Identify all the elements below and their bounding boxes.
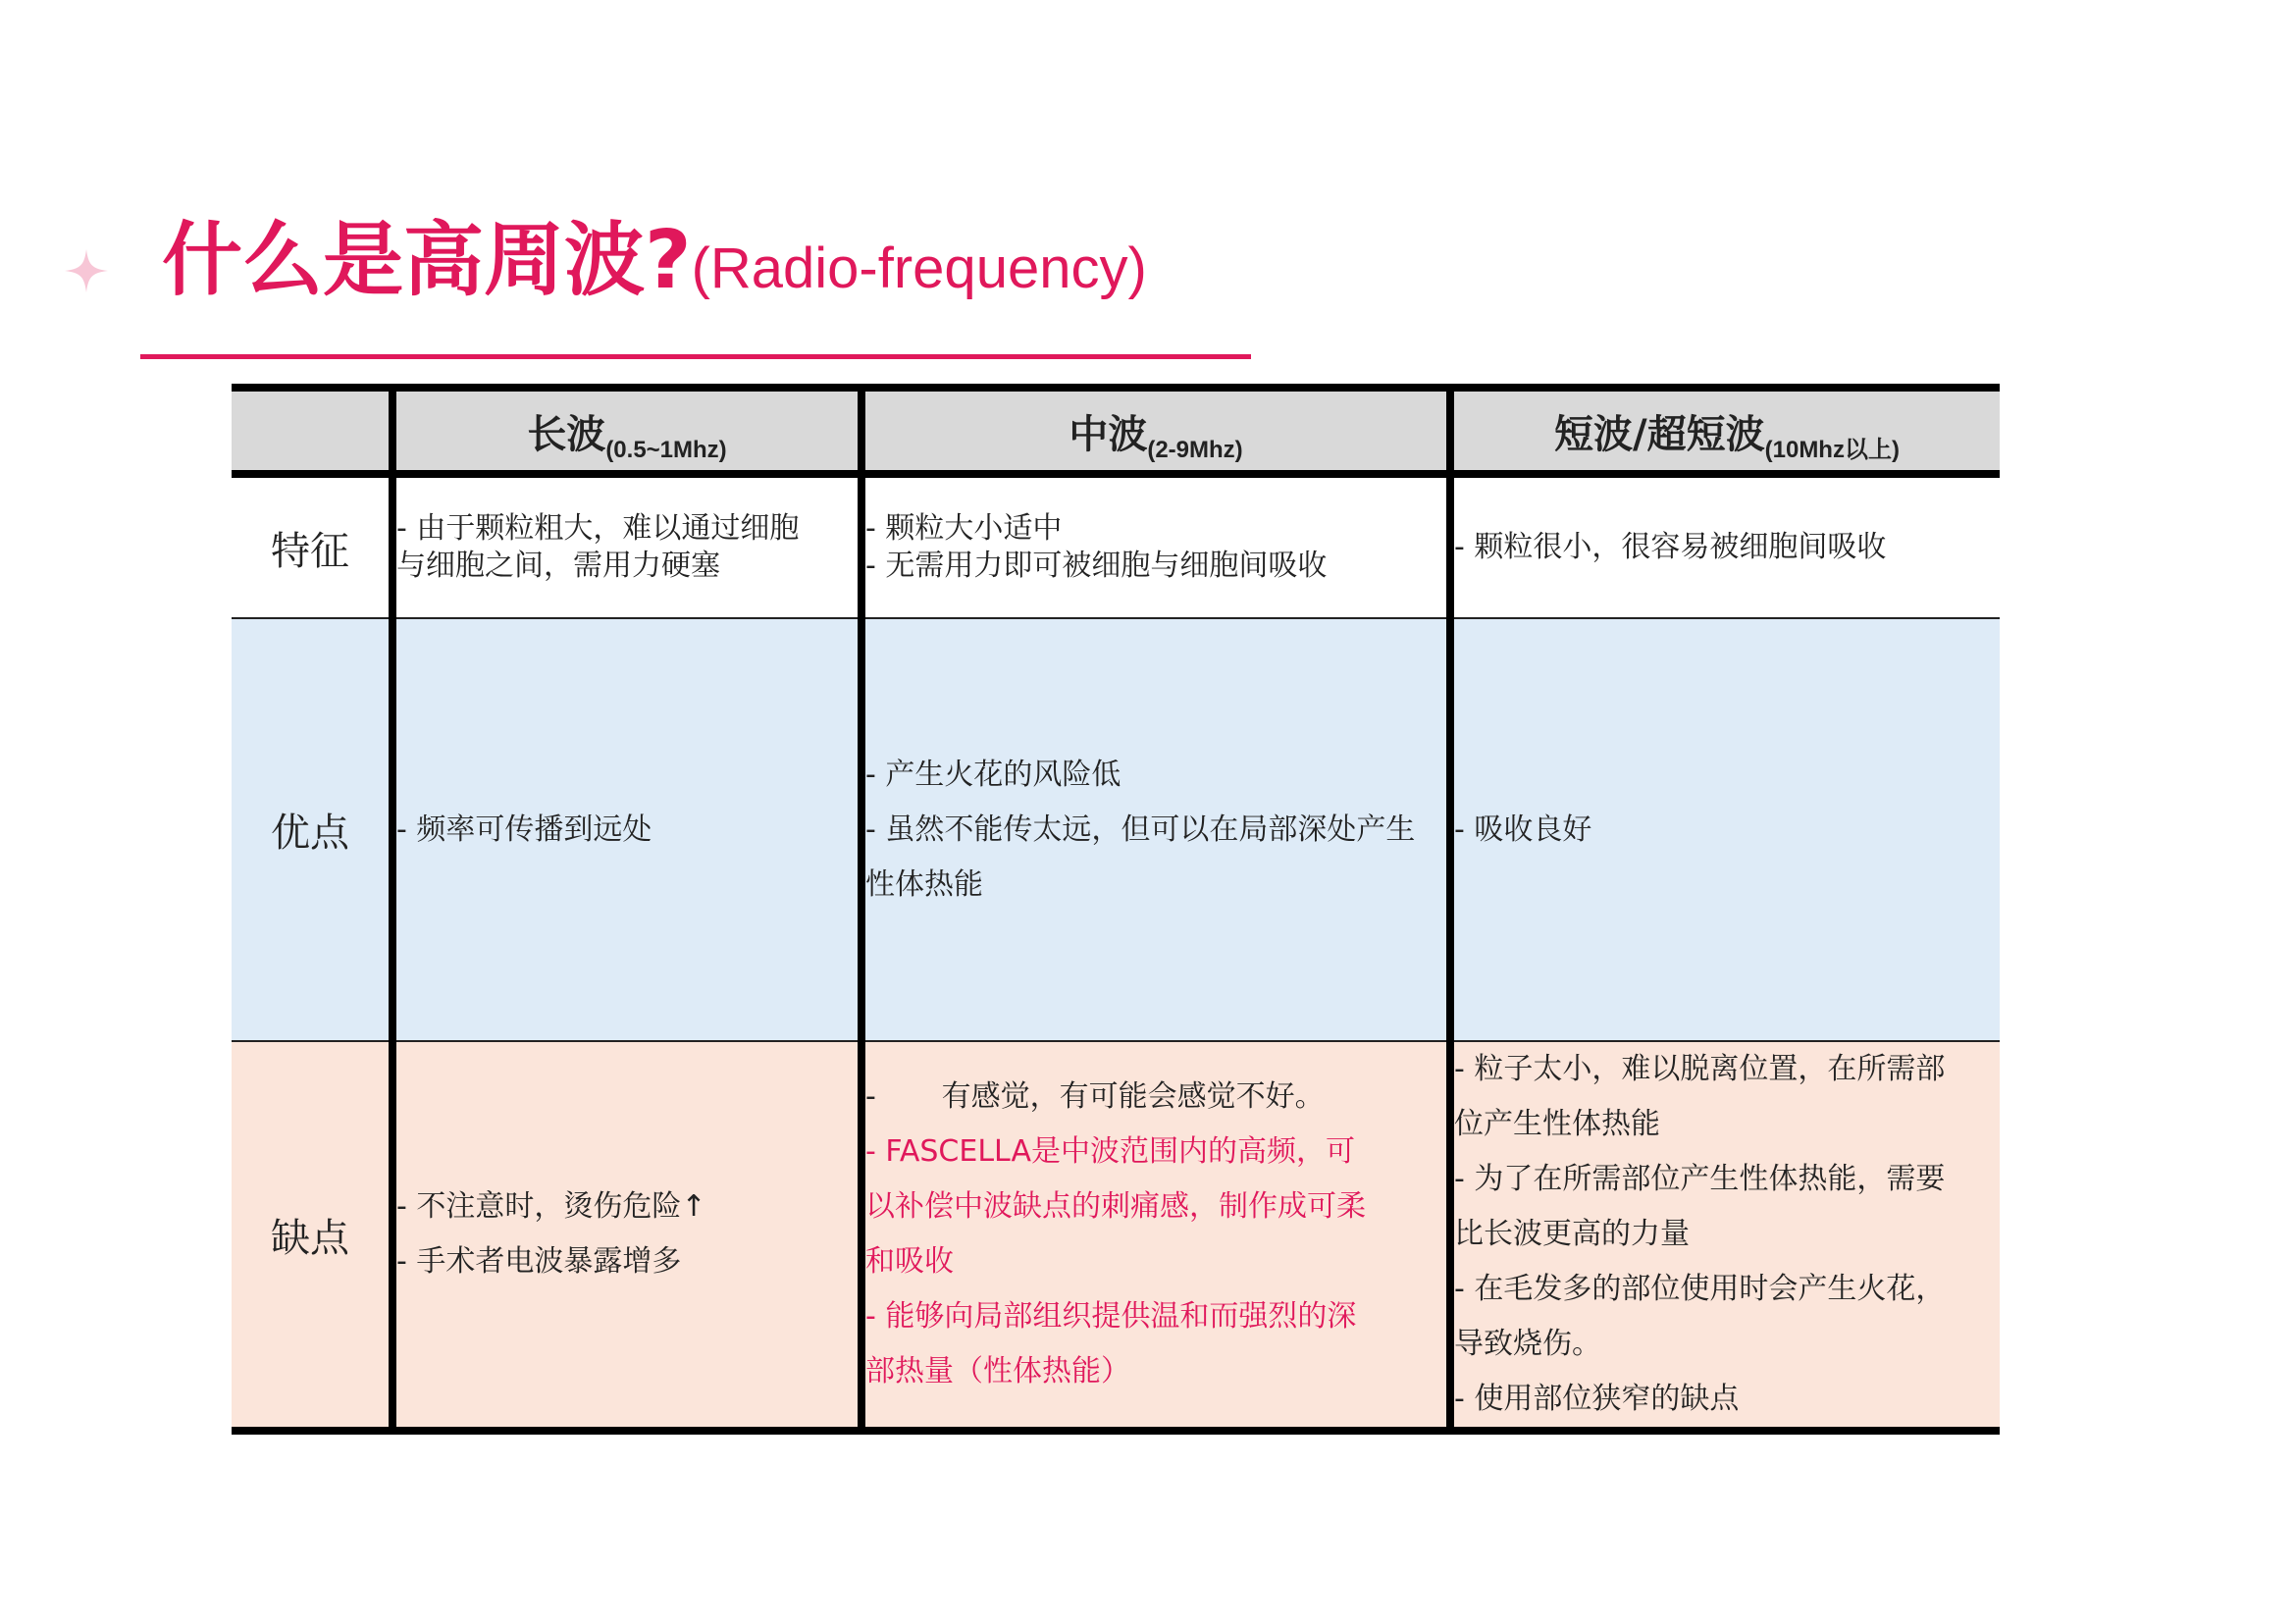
header-long-wave <box>392 388 861 474</box>
title-underline <box>140 354 1251 359</box>
disadvantages-short-cell <box>1450 1041 2000 1431</box>
table-row-features <box>232 474 2000 618</box>
advantages-mid-cell <box>861 618 1450 1041</box>
text-line: 导致烧伤。 <box>1454 1327 1601 1361</box>
row-label-features: 特征 <box>232 474 392 618</box>
text-line-highlight: 部热量（性体热能） <box>865 1354 1130 1388</box>
text-line: - 在毛发多的部位使用时会产生火花， <box>1454 1272 1946 1306</box>
title-chinese: 什么是高周波? <box>162 214 692 307</box>
text-line-highlight: 以补偿中波缺点的刺痛感，制作成可柔 <box>865 1189 1366 1224</box>
text-line: - 不注意时，烫伤危险↑ <box>396 1189 706 1224</box>
row-label-disadvantages: 缺点 <box>232 1041 392 1431</box>
text-line: - 虽然不能传太远，但可以在局部深处产生 <box>865 812 1416 847</box>
text-line: - 粒子太小，难以脱离位置，在所需部 <box>1454 1052 1946 1086</box>
table-row-advantages <box>232 618 2000 1041</box>
advantages-long-cell <box>392 618 861 1041</box>
text-line: - 使用部位狭窄的缺点 <box>1454 1382 1740 1416</box>
header-short-wave <box>1450 388 2000 474</box>
text-line: - 吸收良好 <box>1454 812 1592 847</box>
header-medium-wave <box>861 388 1450 474</box>
text-line: - 手术者电波暴露增多 <box>396 1244 682 1279</box>
text-line-highlight: - 能够向局部组织提供温和而强烈的深 <box>865 1299 1357 1334</box>
text-line: 与细胞之间，需用力硬塞 <box>396 549 720 583</box>
text-line: 位产生性体热能 <box>1454 1107 1660 1141</box>
row-label-advantages: 优点 <box>232 618 392 1041</box>
text-line: - 无需用力即可被细胞与细胞间吸收 <box>865 549 1328 583</box>
title-english: (Radio-frequency) <box>691 236 1147 300</box>
text-line: - 频率可传播到远处 <box>396 812 652 847</box>
header-long-wave-label: 长波 <box>527 411 606 457</box>
text-line: - 颗粒很小，很容易被细胞间吸收 <box>1454 530 1887 564</box>
text-line: - 产生火花的风险低 <box>865 757 1121 792</box>
text-line: - 有感觉，有可能会感觉不好。 <box>865 1079 1325 1114</box>
header-short-wave-label: 短波/超短波 <box>1554 411 1765 457</box>
advantages-short-cell <box>1450 618 2000 1041</box>
disadvantages-long-cell <box>392 1041 861 1431</box>
text-line: - 颗粒大小适中 <box>865 511 1063 546</box>
header-medium-wave-range: (2-9Mhz) <box>1147 436 1243 463</box>
disadvantages-mid-cell <box>861 1041 1450 1431</box>
text-line: - 为了在所需部位产生性体热能，需要 <box>1454 1162 1946 1196</box>
sparkle-icon <box>63 247 110 294</box>
features-long-cell <box>392 474 861 618</box>
text-line-highlight: - FASCELLA是中波范围内的高频，可 <box>865 1134 1355 1169</box>
header-medium-wave-label: 中波 <box>1069 411 1148 457</box>
text-line: - 由于颗粒粗大，难以通过细胞 <box>396 511 800 546</box>
comparison-table <box>232 384 2000 1435</box>
table-header-row <box>232 388 2000 474</box>
header-corner-cell <box>232 388 392 474</box>
text-line: 比长波更高的力量 <box>1454 1217 1690 1251</box>
text-line: 性体热能 <box>865 866 983 902</box>
header-short-wave-range: (10Mhz以上) <box>1764 436 1900 463</box>
header-long-wave-range: (0.5~1Mhz) <box>605 436 727 463</box>
features-short-cell <box>1450 474 2000 618</box>
features-mid-cell <box>861 474 1450 618</box>
text-line-highlight: 和吸收 <box>865 1244 954 1279</box>
table-row-disadvantages <box>232 1041 2000 1431</box>
page-title <box>162 214 1147 307</box>
